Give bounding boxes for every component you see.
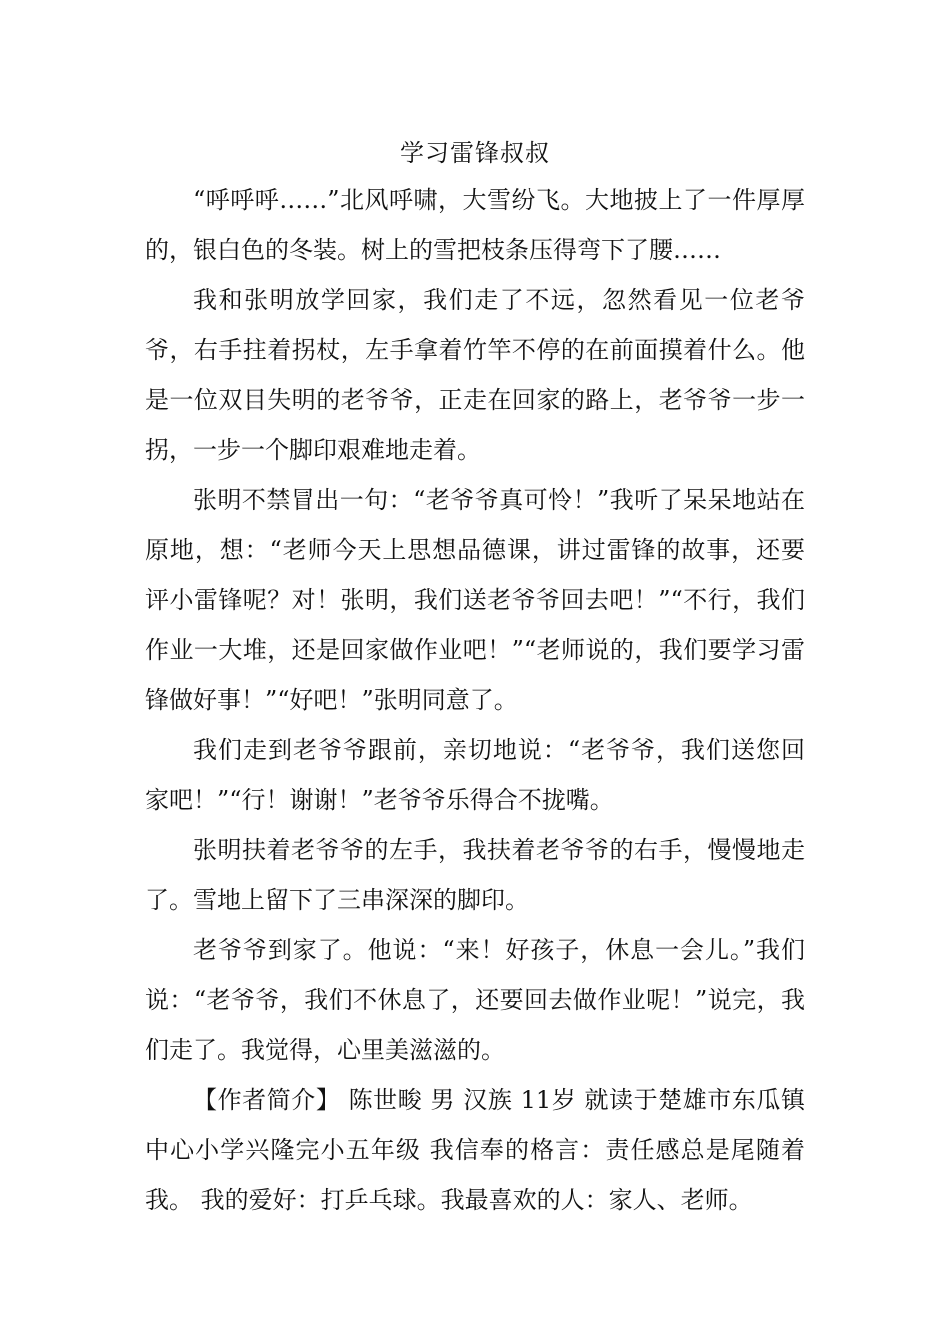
paragraph-arrival: 老爷爷到家了。他说：“来！好孩子，休息一会儿。”我们说：“老爷爷，我们不休息了，还要回去做作业呢！”说完，我们走了。我觉得，心里美滋滋的。 (145, 936, 805, 1064)
paragraph-meeting-grandpa: 我和张明放学回家，我们走了不远，忽然看见一位老爷爷，右手拄着拐杖，左手拿着竹竿不停的在前面摸着什么。他是一位双目失明的老爷爷，正走在回家的路上，老爷爷一步一拐，一步一个脚印艰难地走着。 (145, 286, 805, 464)
paragraph-offer-help: 我们走到老爷爷跟前，亲切地说：“老爷爷，我们送您回家吧！”“行！谢谢！”老爷爷乐得合不拢嘴。 (145, 736, 805, 814)
paragraph-walking: 张明扶着老爷爷的左手，我扶着老爷爷的右手，慢慢地走了。雪地上留下了三串深深的脚印。 (145, 836, 805, 914)
paragraph-opening: “呼呼呼……”北风呼啸，大雪纷飞。大地披上了一件厚厚的，银白色的冬装。树上的雪把枝条压得弯下了腰…… (145, 186, 805, 264)
document-title: 学习雷锋叔叔 (400, 139, 550, 167)
paragraph-author-bio: 【作者简介】 陈世畯 男 汉族 11岁 就读于楚雄市东瓜镇中心小学兴隆完小五年级 我信奉的格言：责任感总是尾随着我。 我的爱好：打乒乓球。我最喜欢的人：家人、老师。 (145, 1086, 805, 1214)
paragraph-decision: 张明不禁冒出一句：“老爷爷真可怜！”我听了呆呆地站在原地，想：“老师今天上思想品德课，讲过雷锋的故事，还要评小雷锋呢？对！张明，我们送老爷爷回去吧！”“不行，我们作业一大堆，还是回家做作业吧！”“老师说的，我们要学习雷锋做好事！”“好吧！”张明同意了。 (145, 486, 805, 714)
document-body (145, 175, 805, 1225)
